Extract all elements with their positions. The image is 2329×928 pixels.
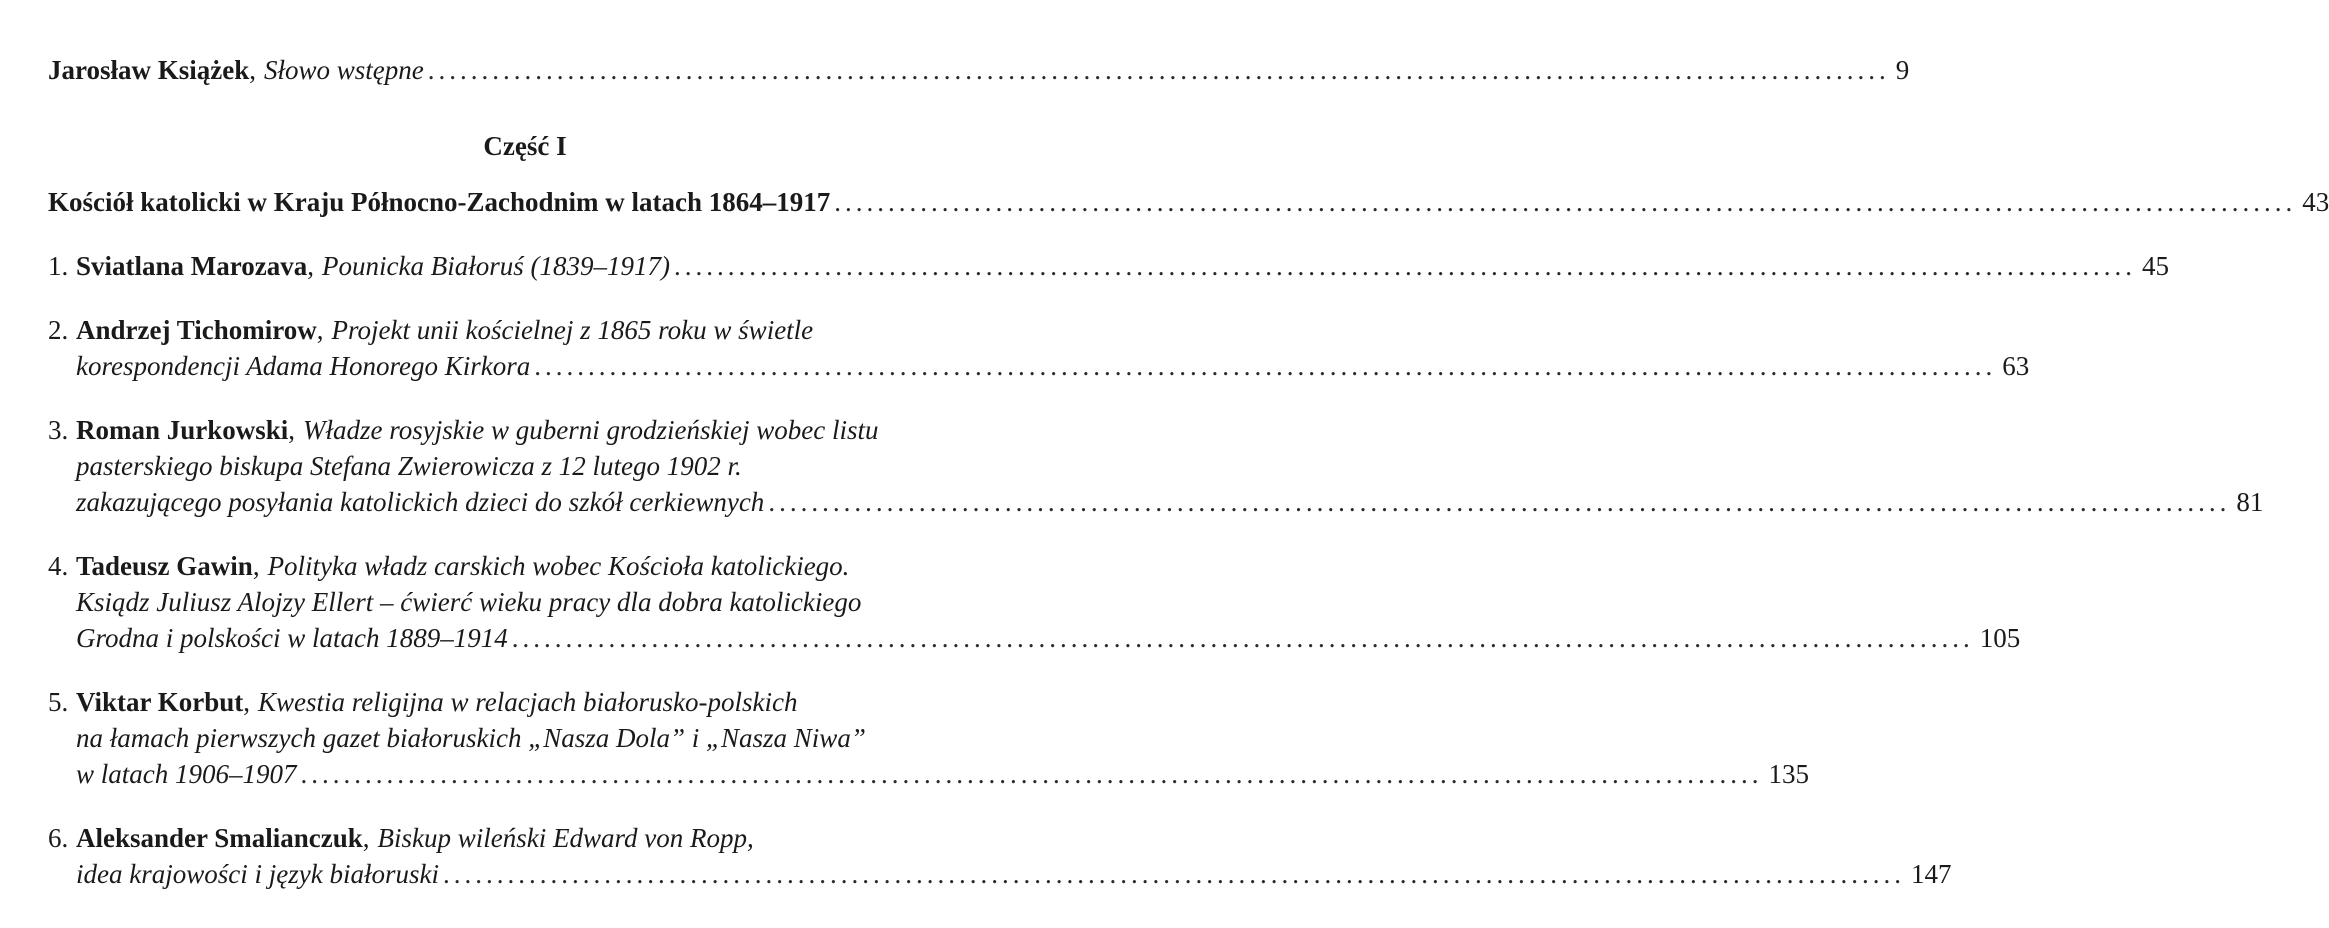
- toc-line: [48, 52, 1910, 88]
- entry-title-line: Pounicka Białoruś (1839–1917): [322, 251, 670, 281]
- entry-title-line: Kwestia religijna w relacjach białorusko-polskich: [258, 687, 798, 717]
- toc-line: [48, 684, 1002, 720]
- toc-line: [48, 820, 1002, 856]
- entry-title-line: Polityka władz carskich wobec Kościoła katolickiego.: [267, 551, 850, 581]
- entry-number: 4.: [48, 551, 69, 581]
- toc-entry-intro: [48, 52, 1910, 88]
- entry-number: 3.: [48, 415, 69, 445]
- entry-page-number: 63: [2002, 351, 2030, 381]
- entry-author: Tadeusz Gawin: [76, 551, 253, 581]
- entry-title-line: Ksiądz Juliusz Alojzy Ellert – ćwierć wieku pracy dla dobra katolickiego: [76, 587, 862, 617]
- toc-line: [48, 548, 1002, 584]
- toc-entry: [48, 248, 2169, 284]
- toc-line: [48, 412, 1002, 448]
- section-page-number: 43: [2302, 187, 2329, 217]
- entry-number: 5.: [48, 687, 69, 717]
- entry-page-number: 105: [1979, 623, 2021, 653]
- entry-title: Słowo wstępne: [264, 55, 424, 85]
- entry-number: 1.: [48, 251, 69, 281]
- toc-entry: [48, 412, 2264, 520]
- toc-entry: [48, 312, 2030, 384]
- comma-separator: ,: [252, 551, 260, 581]
- toc-section: [48, 184, 2329, 220]
- entry-title-line: Projekt unii kościelnej z 1865 roku w świetle: [331, 315, 814, 345]
- dot-leader: ........................................................................................................................................: [511, 623, 1974, 653]
- entry-title-line: pasterskiego biskupa Stefana Zwierowicza z 12 lutego 1902 r.: [76, 451, 742, 481]
- dot-leader: ........................................................................................................................................: [834, 187, 2297, 217]
- toc-line: [48, 248, 2169, 284]
- comma-separator: ,: [316, 315, 324, 345]
- toc-line: [48, 584, 1002, 620]
- comma-separator: ,: [307, 251, 314, 281]
- entry-title-line: zakazującego posyłania katolickich dzieci do szkół cerkiewnych: [76, 487, 765, 517]
- entry-author: Aleksander Smalianczuk: [76, 823, 363, 853]
- entry-author: Jarosław Książek: [48, 55, 250, 85]
- toc-line: [48, 856, 1952, 892]
- toc-line: [48, 720, 1002, 756]
- entry-number: 6.: [48, 823, 69, 853]
- entry-author: Roman Jurkowski: [76, 415, 289, 445]
- entry-title-line: Władze rosyjskie w guberni grodzieńskiej wobec listu: [303, 415, 879, 445]
- entry-title-line: na łamach pierwszych gazet białoruskich „Nasza Dola” i „Nasza Niwa”: [76, 723, 866, 753]
- dot-leader: ........................................................................................................................................: [673, 251, 2136, 281]
- entry-author: Viktar Korbut: [76, 687, 244, 717]
- toc-entry: [48, 548, 2021, 656]
- entry-title-line: korespondencji Adama Honorego Kirkora: [76, 351, 531, 381]
- toc-entry: [48, 820, 1952, 892]
- entry-title-line: idea krajowości i język białoruski: [76, 859, 439, 889]
- entry-page-number: 147: [1910, 859, 1952, 889]
- comma-separator: ,: [362, 823, 370, 853]
- entry-page-number: 81: [2236, 487, 2264, 517]
- toc-entry: [48, 684, 1809, 792]
- entry-page-number: 45: [2141, 251, 2169, 281]
- part-heading: Część I: [483, 131, 567, 161]
- dot-leader: ........................................................................................................................................: [768, 487, 2231, 517]
- toc-line: [48, 756, 1809, 792]
- entry-page-number: 9: [1895, 55, 1910, 85]
- toc-line: [48, 312, 1002, 348]
- dot-leader: ........................................................................................................................................: [427, 55, 1890, 85]
- entry-author: Sviatlana Marozava: [76, 251, 308, 281]
- entry-page-number: 135: [1768, 759, 1809, 789]
- dot-leader: ........................................................................................................................................: [534, 351, 1997, 381]
- entry-title-line: Biskup wileński Edward von Ropp,: [377, 823, 754, 853]
- toc-line: [48, 448, 1002, 484]
- toc-line: [48, 484, 2264, 520]
- entry-number: 2.: [48, 315, 69, 345]
- entry-title-line: w latach 1906–1907: [76, 759, 297, 789]
- dot-leader: ........................................................................................................................................: [442, 859, 1905, 889]
- toc-line: [48, 620, 2021, 656]
- comma-separator: ,: [288, 415, 296, 445]
- entry-title-line: Grodna i polskości w latach 1889–1914: [76, 623, 508, 653]
- toc-line: [48, 348, 2030, 384]
- dot-leader: ........................................................................................................................................: [300, 759, 1763, 789]
- section-title: Kościół katolicki w Kraju Północno-Zachodnim w latach 1864–1917: [48, 187, 831, 217]
- entry-author: Andrzej Tichomirow: [76, 315, 317, 345]
- toc-line: [48, 184, 2329, 220]
- comma-separator: ,: [243, 687, 251, 717]
- comma-separator: ,: [249, 55, 256, 85]
